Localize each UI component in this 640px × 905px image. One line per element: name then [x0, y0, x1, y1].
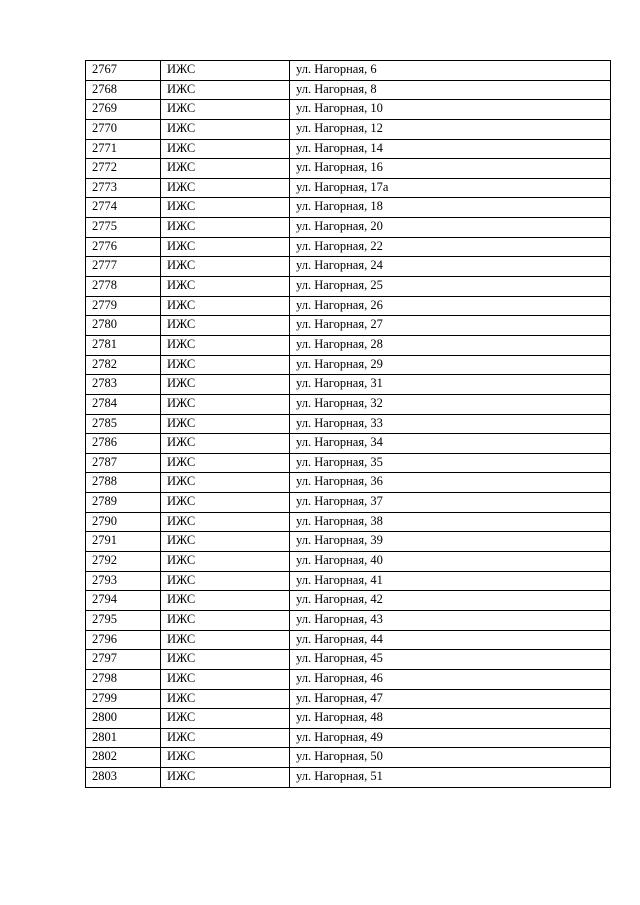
building-type-cell: ИЖС: [161, 61, 290, 81]
table-row: [86, 689, 611, 709]
address-cell: ул. Нагорная, 22: [290, 237, 611, 257]
row-number-cell: 2770: [86, 119, 161, 139]
table-body: [86, 61, 611, 788]
address-cell: ул. Нагорная, 51: [290, 768, 611, 788]
row-number-cell: 2798: [86, 669, 161, 689]
address-cell: ул. Нагорная, 8: [290, 80, 611, 100]
row-number-cell: 2793: [86, 571, 161, 591]
table-row: [86, 296, 611, 316]
address-registry-table: [85, 60, 611, 788]
address-cell: ул. Нагорная, 36: [290, 473, 611, 493]
address-cell: ул. Нагорная, 34: [290, 434, 611, 454]
address-cell: ул. Нагорная, 26: [290, 296, 611, 316]
address-cell: ул. Нагорная, 17а: [290, 178, 611, 198]
table-row: [86, 394, 611, 414]
address-cell: ул. Нагорная, 46: [290, 669, 611, 689]
table-row: [86, 610, 611, 630]
row-number-cell: 2794: [86, 591, 161, 611]
building-type-cell: ИЖС: [161, 610, 290, 630]
address-cell: ул. Нагорная, 18: [290, 198, 611, 218]
building-type-cell: ИЖС: [161, 198, 290, 218]
address-cell: ул. Нагорная, 39: [290, 532, 611, 552]
building-type-cell: ИЖС: [161, 473, 290, 493]
address-cell: ул. Нагорная, 29: [290, 355, 611, 375]
table-row: [86, 493, 611, 513]
address-cell: ул. Нагорная, 45: [290, 650, 611, 670]
row-number-cell: 2775: [86, 218, 161, 238]
address-cell: ул. Нагорная, 50: [290, 748, 611, 768]
building-type-cell: ИЖС: [161, 100, 290, 120]
address-cell: ул. Нагорная, 14: [290, 139, 611, 159]
table-row: [86, 748, 611, 768]
address-cell: ул. Нагорная, 44: [290, 630, 611, 650]
building-type-cell: ИЖС: [161, 178, 290, 198]
table-row: [86, 119, 611, 139]
row-number-cell: 2782: [86, 355, 161, 375]
row-number-cell: 2797: [86, 650, 161, 670]
building-type-cell: ИЖС: [161, 493, 290, 513]
table-row: [86, 61, 611, 81]
row-number-cell: 2802: [86, 748, 161, 768]
row-number-cell: 2771: [86, 139, 161, 159]
table-row: [86, 630, 611, 650]
building-type-cell: ИЖС: [161, 159, 290, 179]
row-number-cell: 2799: [86, 689, 161, 709]
building-type-cell: ИЖС: [161, 512, 290, 532]
building-type-cell: ИЖС: [161, 257, 290, 277]
table-row: [86, 473, 611, 493]
address-cell: ул. Нагорная, 12: [290, 119, 611, 139]
address-cell: ул. Нагорная, 40: [290, 552, 611, 572]
address-cell: ул. Нагорная, 28: [290, 335, 611, 355]
table-row: [86, 237, 611, 257]
row-number-cell: 2790: [86, 512, 161, 532]
row-number-cell: 2773: [86, 178, 161, 198]
row-number-cell: 2779: [86, 296, 161, 316]
building-type-cell: ИЖС: [161, 335, 290, 355]
building-type-cell: ИЖС: [161, 277, 290, 297]
address-cell: ул. Нагорная, 47: [290, 689, 611, 709]
building-type-cell: ИЖС: [161, 394, 290, 414]
table-row: [86, 178, 611, 198]
building-type-cell: ИЖС: [161, 591, 290, 611]
row-number-cell: 2768: [86, 80, 161, 100]
table-row: [86, 277, 611, 297]
row-number-cell: 2789: [86, 493, 161, 513]
table-row: [86, 512, 611, 532]
row-number-cell: 2796: [86, 630, 161, 650]
address-cell: ул. Нагорная, 33: [290, 414, 611, 434]
address-cell: ул. Нагорная, 10: [290, 100, 611, 120]
table-row: [86, 257, 611, 277]
building-type-cell: ИЖС: [161, 80, 290, 100]
row-number-cell: 2777: [86, 257, 161, 277]
row-number-cell: 2784: [86, 394, 161, 414]
building-type-cell: ИЖС: [161, 748, 290, 768]
address-cell: ул. Нагорная, 32: [290, 394, 611, 414]
row-number-cell: 2767: [86, 61, 161, 81]
row-number-cell: 2792: [86, 552, 161, 572]
row-number-cell: 2772: [86, 159, 161, 179]
building-type-cell: ИЖС: [161, 709, 290, 729]
table-row: [86, 728, 611, 748]
building-type-cell: ИЖС: [161, 218, 290, 238]
address-cell: ул. Нагорная, 31: [290, 375, 611, 395]
address-cell: ул. Нагорная, 27: [290, 316, 611, 336]
address-cell: ул. Нагорная, 49: [290, 728, 611, 748]
table-row: [86, 139, 611, 159]
table-row: [86, 80, 611, 100]
row-number-cell: 2778: [86, 277, 161, 297]
building-type-cell: ИЖС: [161, 552, 290, 572]
table-row: [86, 434, 611, 454]
row-number-cell: 2783: [86, 375, 161, 395]
building-type-cell: ИЖС: [161, 316, 290, 336]
address-cell: ул. Нагорная, 41: [290, 571, 611, 591]
address-cell: ул. Нагорная, 42: [290, 591, 611, 611]
building-type-cell: ИЖС: [161, 119, 290, 139]
address-cell: ул. Нагорная, 48: [290, 709, 611, 729]
building-type-cell: ИЖС: [161, 571, 290, 591]
table-row: [86, 159, 611, 179]
building-type-cell: ИЖС: [161, 375, 290, 395]
row-number-cell: 2785: [86, 414, 161, 434]
address-cell: ул. Нагорная, 20: [290, 218, 611, 238]
address-cell: ул. Нагорная, 25: [290, 277, 611, 297]
table-row: [86, 218, 611, 238]
table-row: [86, 709, 611, 729]
table-row: [86, 552, 611, 572]
address-cell: ул. Нагорная, 38: [290, 512, 611, 532]
table-row: [86, 650, 611, 670]
row-number-cell: 2781: [86, 335, 161, 355]
row-number-cell: 2801: [86, 728, 161, 748]
building-type-cell: ИЖС: [161, 453, 290, 473]
table-row: [86, 768, 611, 788]
table-row: [86, 532, 611, 552]
building-type-cell: ИЖС: [161, 355, 290, 375]
address-cell: ул. Нагорная, 35: [290, 453, 611, 473]
building-type-cell: ИЖС: [161, 414, 290, 434]
row-number-cell: 2787: [86, 453, 161, 473]
table-row: [86, 571, 611, 591]
table-row: [86, 355, 611, 375]
building-type-cell: ИЖС: [161, 650, 290, 670]
row-number-cell: 2774: [86, 198, 161, 218]
table-row: [86, 335, 611, 355]
building-type-cell: ИЖС: [161, 669, 290, 689]
row-number-cell: 2803: [86, 768, 161, 788]
address-cell: ул. Нагорная, 6: [290, 61, 611, 81]
table-row: [86, 100, 611, 120]
table-row: [86, 198, 611, 218]
row-number-cell: 2786: [86, 434, 161, 454]
table-row: [86, 414, 611, 434]
row-number-cell: 2800: [86, 709, 161, 729]
building-type-cell: ИЖС: [161, 139, 290, 159]
building-type-cell: ИЖС: [161, 434, 290, 454]
row-number-cell: 2788: [86, 473, 161, 493]
table-row: [86, 669, 611, 689]
building-type-cell: ИЖС: [161, 296, 290, 316]
building-type-cell: ИЖС: [161, 532, 290, 552]
building-type-cell: ИЖС: [161, 689, 290, 709]
address-cell: ул. Нагорная, 43: [290, 610, 611, 630]
address-cell: ул. Нагорная, 37: [290, 493, 611, 513]
building-type-cell: ИЖС: [161, 630, 290, 650]
row-number-cell: 2780: [86, 316, 161, 336]
row-number-cell: 2769: [86, 100, 161, 120]
table-row: [86, 316, 611, 336]
building-type-cell: ИЖС: [161, 728, 290, 748]
address-cell: ул. Нагорная, 24: [290, 257, 611, 277]
address-cell: ул. Нагорная, 16: [290, 159, 611, 179]
building-type-cell: ИЖС: [161, 768, 290, 788]
table-row: [86, 591, 611, 611]
table-row: [86, 375, 611, 395]
row-number-cell: 2776: [86, 237, 161, 257]
row-number-cell: 2791: [86, 532, 161, 552]
table-row: [86, 453, 611, 473]
building-type-cell: ИЖС: [161, 237, 290, 257]
row-number-cell: 2795: [86, 610, 161, 630]
